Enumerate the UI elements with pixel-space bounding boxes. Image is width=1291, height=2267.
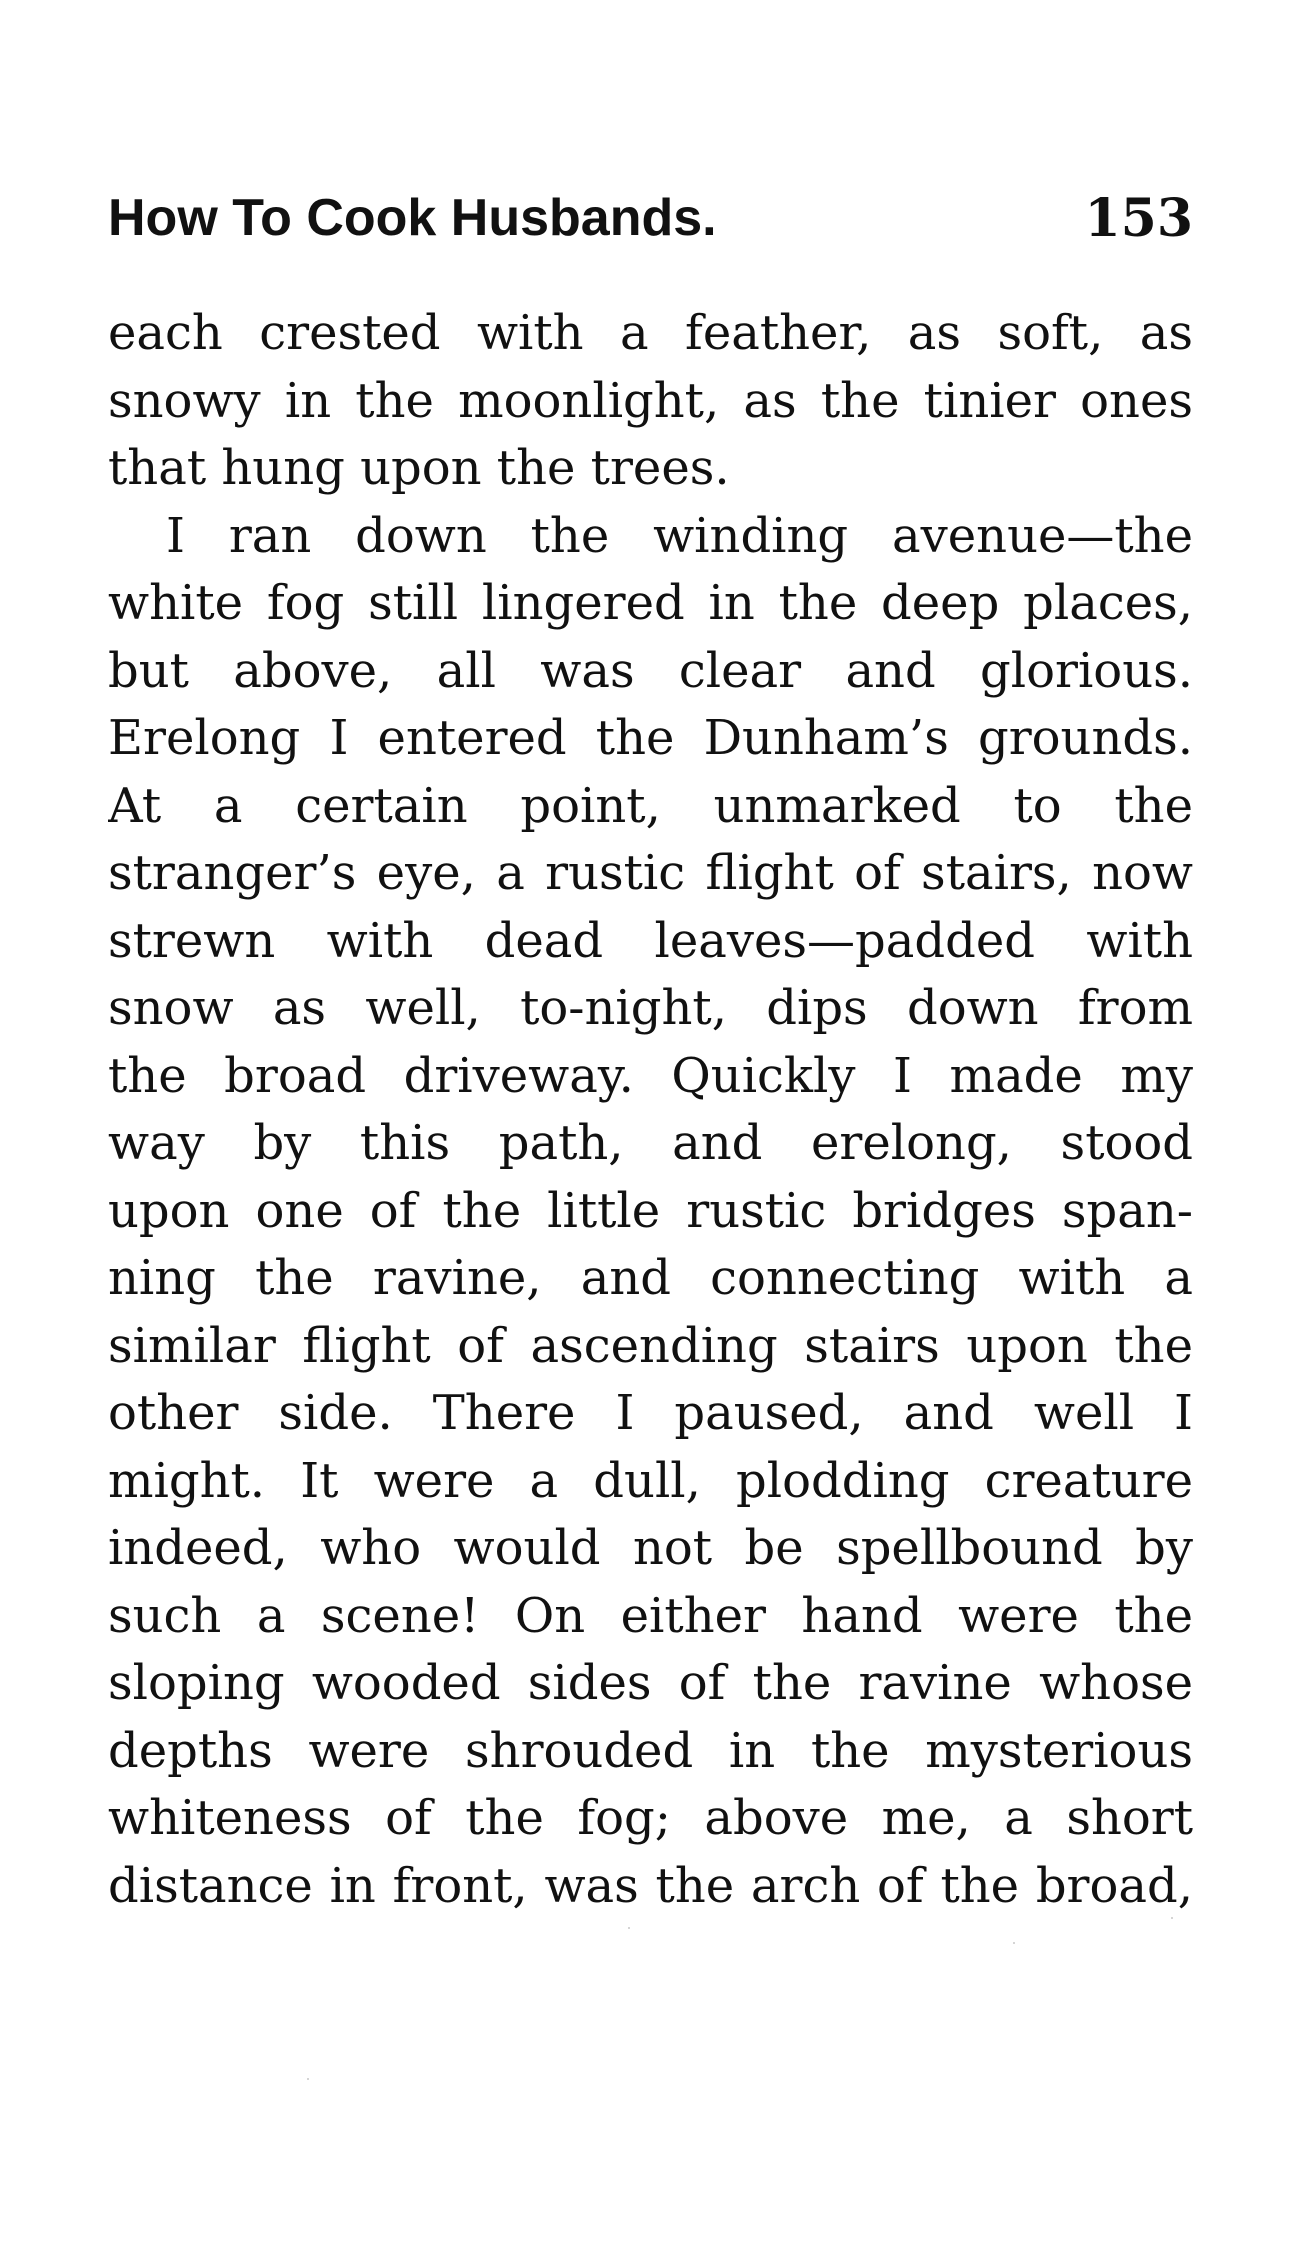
text-line: depths were shrouded in the mysterious	[108, 1722, 1193, 1779]
body-text	[108, 300, 1193, 1920]
text-line: sloping wooded sides of the ravine whose	[108, 1655, 1193, 1711]
text-line: other side. There I paused, and well I	[108, 1385, 1193, 1441]
text-line: might. It were a dull, plodding creature	[108, 1452, 1193, 1509]
running-title: How To Cook Husbands.	[108, 189, 717, 247]
text-line: I ran down the winding avenue—the	[166, 507, 1193, 564]
paper-speck	[1013, 1942, 1015, 1944]
page-number: 153	[1084, 188, 1193, 249]
text-line: At a certain point, unmarked to the	[108, 777, 1193, 834]
text-line: white fog still lingered in the deep places,	[108, 575, 1193, 631]
text-line: snow as well, to-night, dips down from	[108, 980, 1193, 1036]
text-line: that hung upon the trees.	[108, 440, 730, 496]
text-line: strewn with dead leaves—padded with	[108, 912, 1193, 969]
text-line: the broad driveway. Quickly I made my	[108, 1047, 1193, 1104]
text-line: such a scene! On either hand were the	[108, 1587, 1193, 1644]
text-line: each crested with a feather, as soft, as	[108, 305, 1193, 361]
page-header	[108, 188, 1193, 268]
text-line: snowy in the moonlight, as the tinier ones	[108, 372, 1193, 429]
text-line: way by this path, and erelong, stood	[108, 1115, 1193, 1171]
text-line: Erelong I entered the Dunham’s grounds.	[108, 710, 1193, 766]
paper-speck	[1171, 1917, 1173, 1919]
text-line: ning the ravine, and connecting with a	[108, 1250, 1193, 1306]
text-line: upon one of the little rustic bridges span-	[108, 1182, 1193, 1239]
paper-speck	[628, 1927, 630, 1929]
text-line: distance in front, was the arch of the broad,	[108, 1857, 1193, 1914]
text-line: indeed, who would not be spellbound by	[108, 1520, 1193, 1576]
text-line: similar flight of ascending stairs upon the	[108, 1317, 1193, 1374]
text-line: stranger’s eye, a rustic flight of stairs, now	[108, 845, 1193, 901]
text-line: but above, all was clear and glorious.	[108, 642, 1193, 699]
text-line: whiteness of the fog; above me, a short	[108, 1790, 1193, 1846]
paper-speck	[307, 2078, 309, 2080]
